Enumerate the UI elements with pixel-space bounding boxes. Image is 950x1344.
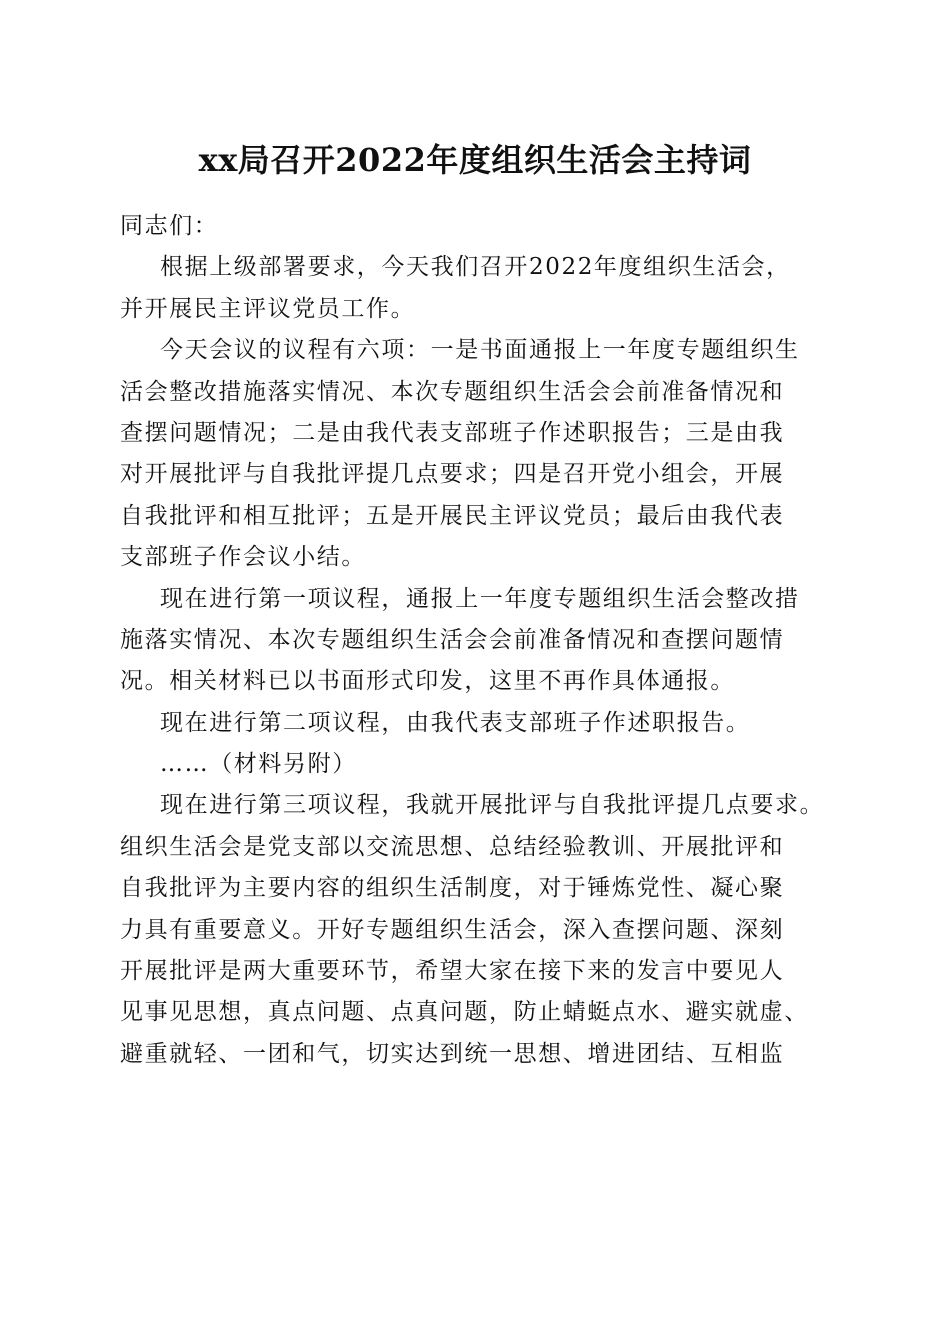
paragraph-line: 力具有重要意义。开好专题组织生活会，深入查摆问题、深刻 <box>120 916 785 943</box>
paragraph-line: 支部班子作会议小结。 <box>120 544 366 571</box>
paragraph-line: 开展批评是两大重要环节，希望大家在接下来的发言中要见人 <box>120 958 785 985</box>
paragraph-line: 现在进行第三项议程，我就开展批评与自我批评提几点要求。 <box>160 792 825 819</box>
paragraph-line: 组织生活会是党支部以交流思想、总结经验教训、开展批评和 <box>120 833 785 860</box>
paragraph-line: 现在进行第二项议程，由我代表支部班子作述职报告。 <box>160 709 751 736</box>
paragraph-line: 根据上级部署要求，今天我们召开2022年度组织生活会， <box>160 254 791 281</box>
paragraph-line: 并开展民主评议党员工作。 <box>120 295 416 322</box>
paragraph-line: 见事见思想，真点问题、点真问题，防止蜻蜓点水、避实就虚、 <box>120 999 809 1026</box>
salutation: 同志们： <box>120 213 219 239</box>
paragraph-line: 况。相关材料已以书面形式印发，这里不再作具体通报。 <box>120 668 735 695</box>
paragraph-line: 自我批评和相互批评；五是开展民主评议党员；最后由我代表 <box>120 502 785 529</box>
paragraph-line: 施落实情况、本次专题组织生活会会前准备情况和查摆问题情 <box>120 626 785 653</box>
document-body <box>120 206 845 1075</box>
paragraph-line: ……（材料另附） <box>160 751 357 778</box>
paragraph-line: 避重就轻、一团和气，切实达到统一思想、增进团结、互相监 <box>120 1040 785 1067</box>
paragraph-line: 自我批评为主要内容的组织生活制度，对于锤炼党性、凝心聚 <box>120 875 785 902</box>
paragraph-line: 对开展批评与自我批评提几点要求；四是召开党小组会，开展 <box>120 461 785 488</box>
paragraph-line: 今天会议的议程有六项：一是书面通报上一年度专题组织生 <box>160 337 800 364</box>
paragraph-line: 现在进行第一项议程，通报上一年度专题组织生活会整改措 <box>160 585 800 612</box>
document-title: xx局召开2022年度组织生活会主持词 <box>198 141 752 179</box>
paragraph-line: 活会整改措施落实情况、本次专题组织生活会会前准备情况和 <box>120 378 785 405</box>
paragraph-line: 查摆问题情况；二是由我代表支部班子作述职报告；三是由我 <box>120 419 785 446</box>
